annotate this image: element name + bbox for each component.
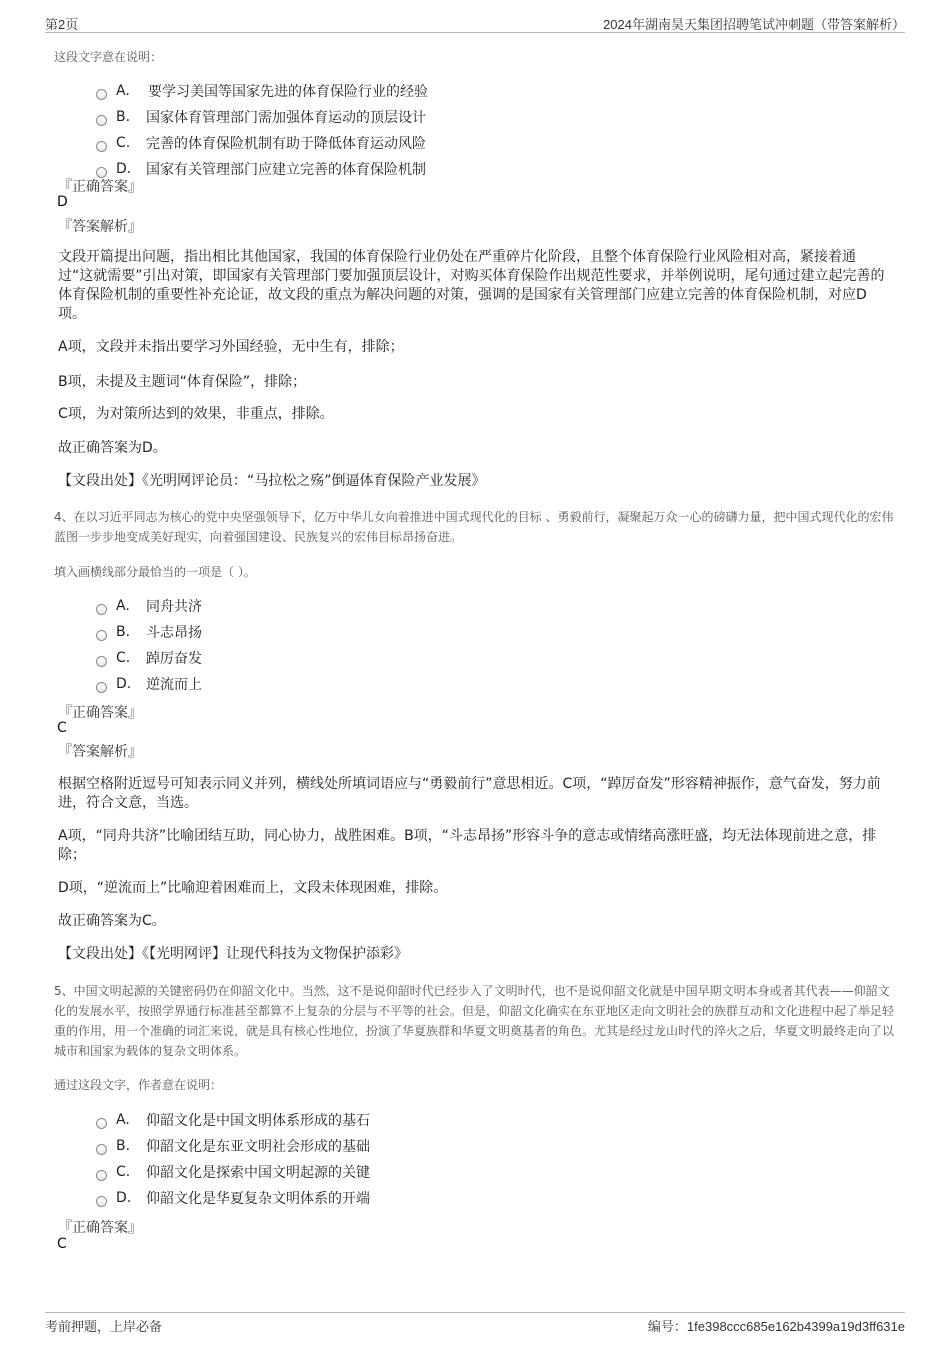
q4-conclusion: 故正确答案为C。	[58, 913, 166, 929]
q3-option-a[interactable]: A. 要学习美国等国家先进的体育保险行业的经验	[96, 81, 428, 101]
q5-prompt: 通过这段文字，作者意在说明：	[54, 1078, 223, 1092]
radio-button-icon[interactable]	[96, 1170, 107, 1181]
radio-button-icon[interactable]	[96, 89, 107, 100]
footer-slogan: 考前押题，上岸必备	[45, 1319, 163, 1334]
q4-option-c[interactable]: C. 踔厉奋发	[96, 648, 202, 668]
q5-option-b[interactable]: B. 仰韶文化是东亚文明社会形成的基础	[96, 1136, 370, 1156]
q4-analysis-main: 根据空格附近逗号可知表示同义并列，横线处所填词语应与“勇毅前行”意思相近。C项，“踔厉奋发”形容精神振作，意气奋发，努力前进，符合文意，当选。	[58, 776, 881, 811]
q4-source: 【文段出处】《【光明网评】让现代科技为文物保护添彩》	[58, 946, 408, 962]
q3-analysis-a: A项，文段并未指出要学习外国经验，无中生有，排除；	[58, 339, 404, 355]
q4-correct-answer-label: 『正确答案』	[58, 705, 142, 721]
q3-analysis-main: 文段开篇提出问题，指出相比其他国家，我国的体育保险行业仍处在严重碎片化阶段，且整个体育保险行业风险相对高，紧接着通过“这就需要”引出对策，即国家有关管理部门要加强顶层设计，对购买体育保险作出规范性要求，并举例说明，尾句通过建立起完善的体育保险机制的重要性补充论证，故文段的重点为解决问题的对策，强调的是国家有关管理部门应建立完善的体育保险机制，对应D项。	[58, 249, 885, 322]
radio-button-icon[interactable]	[96, 1144, 107, 1155]
q4-stem: 4、在以习近平同志为核心的党中央坚强领导下，亿万中华儿女向着推进中国式现代化的目标 、勇毅前行，凝聚起万众一心的磅礴力量，把中国式现代化的宏伟蓝图一步步地变成美好现实，向着强国建设、民族复兴的宏伟目标昂扬奋进。	[54, 510, 894, 544]
q3-correct-answer: D	[57, 194, 68, 210]
q3-correct-answer-label: 『正确答案』	[58, 179, 142, 195]
q4-analysis-ab: A项，“同舟共济”比喻团结互助，同心协力，战胜困难。B项，“斗志昂扬”形容斗争的意志或情绪高涨旺盛，均无法体现前进之意，排除；	[58, 828, 877, 863]
q3-option-d[interactable]: D. 国家有关管理部门应建立完善的体育保险机制	[96, 159, 426, 179]
q5-option-a[interactable]: A. 仰韶文化是中国文明体系形成的基石	[96, 1110, 370, 1130]
q3-source: 【文段出处】《光明网评论员：“马拉松之殇”倒逼体育保险产业发展》	[58, 473, 486, 489]
q3-option-b[interactable]: B. 国家体育管理部门需加强体育运动的顶层设计	[96, 107, 426, 127]
q3-prompt: 这段文字意在说明：	[54, 50, 163, 64]
q5-option-d[interactable]: D. 仰韶文化是华夏复杂文明体系的开端	[96, 1188, 370, 1208]
q4-prompt: 填入画横线部分最恰当的一项是（ ）。	[54, 565, 256, 579]
q3-analysis-c: C项，为对策所达到的效果，非重点，排除。	[58, 406, 334, 422]
radio-button-icon[interactable]	[96, 1196, 107, 1207]
q3-conclusion: 故正确答案为D。	[58, 440, 167, 456]
q4-option-d[interactable]: D. 逆流而上	[96, 674, 202, 694]
page-footer	[45, 1312, 905, 1335]
page-number: 第2页	[45, 17, 79, 32]
q3-option-c[interactable]: C. 完善的体育保险机制有助于降低体育运动风险	[96, 133, 426, 153]
q3-analysis-label: 『答案解析』	[58, 219, 142, 235]
q4-option-a[interactable]: A. 同舟共济	[96, 596, 202, 616]
radio-button-icon[interactable]	[96, 604, 107, 615]
document-title: 2024年湖南昊天集团招聘笔试冲刺题（带答案解析）	[603, 17, 905, 32]
q5-option-c[interactable]: C. 仰韶文化是探索中国文明起源的关键	[96, 1162, 370, 1182]
q4-correct-answer: C	[57, 720, 67, 736]
q5-correct-answer-label: 『正确答案』	[58, 1220, 142, 1236]
radio-button-icon[interactable]	[96, 115, 107, 126]
radio-button-icon[interactable]	[96, 630, 107, 641]
q4-analysis-d: D项，“逆流而上”比喻迎着困难而上，文段未体现困难，排除。	[58, 880, 448, 896]
q5-correct-answer: C	[57, 1236, 67, 1252]
radio-button-icon[interactable]	[96, 1118, 107, 1129]
q5-stem: 5、中国文明起源的关键密码仍在仰韶文化中。当然，这不是说仰韶时代已经步入了文明时代，也不是说仰韶文化就是中国早期文明本身或者其代表——仰韶文化的发展水平，按照学界通行标准甚至都算不上复杂的分层与不平等的社会。但是，仰韶文化确实在东亚地区走向文明社会的族群互动和文化进程中起了举足轻重的作用，用一个准确的词汇来说，就是具有核心性地位，扮演了华夏族群和华夏文明奠基者的角色。尤其是经过龙山时代的淬火之后，华夏文明最终走向了以城市和国家为载体的复杂文明体系。	[54, 984, 895, 1058]
radio-button-icon[interactable]	[96, 141, 107, 152]
q4-option-b[interactable]: B. 斗志昂扬	[96, 622, 202, 642]
document-serial-number: 编号：1fe398ccc685e162b4399a19d3ff631e	[647, 1319, 905, 1334]
radio-button-icon[interactable]	[96, 682, 107, 693]
radio-button-icon[interactable]	[96, 656, 107, 667]
q4-analysis-label: 『答案解析』	[58, 744, 142, 760]
q3-analysis-b: B项，未提及主题词“体育保险”，排除；	[58, 374, 307, 390]
page-header	[45, 12, 905, 33]
